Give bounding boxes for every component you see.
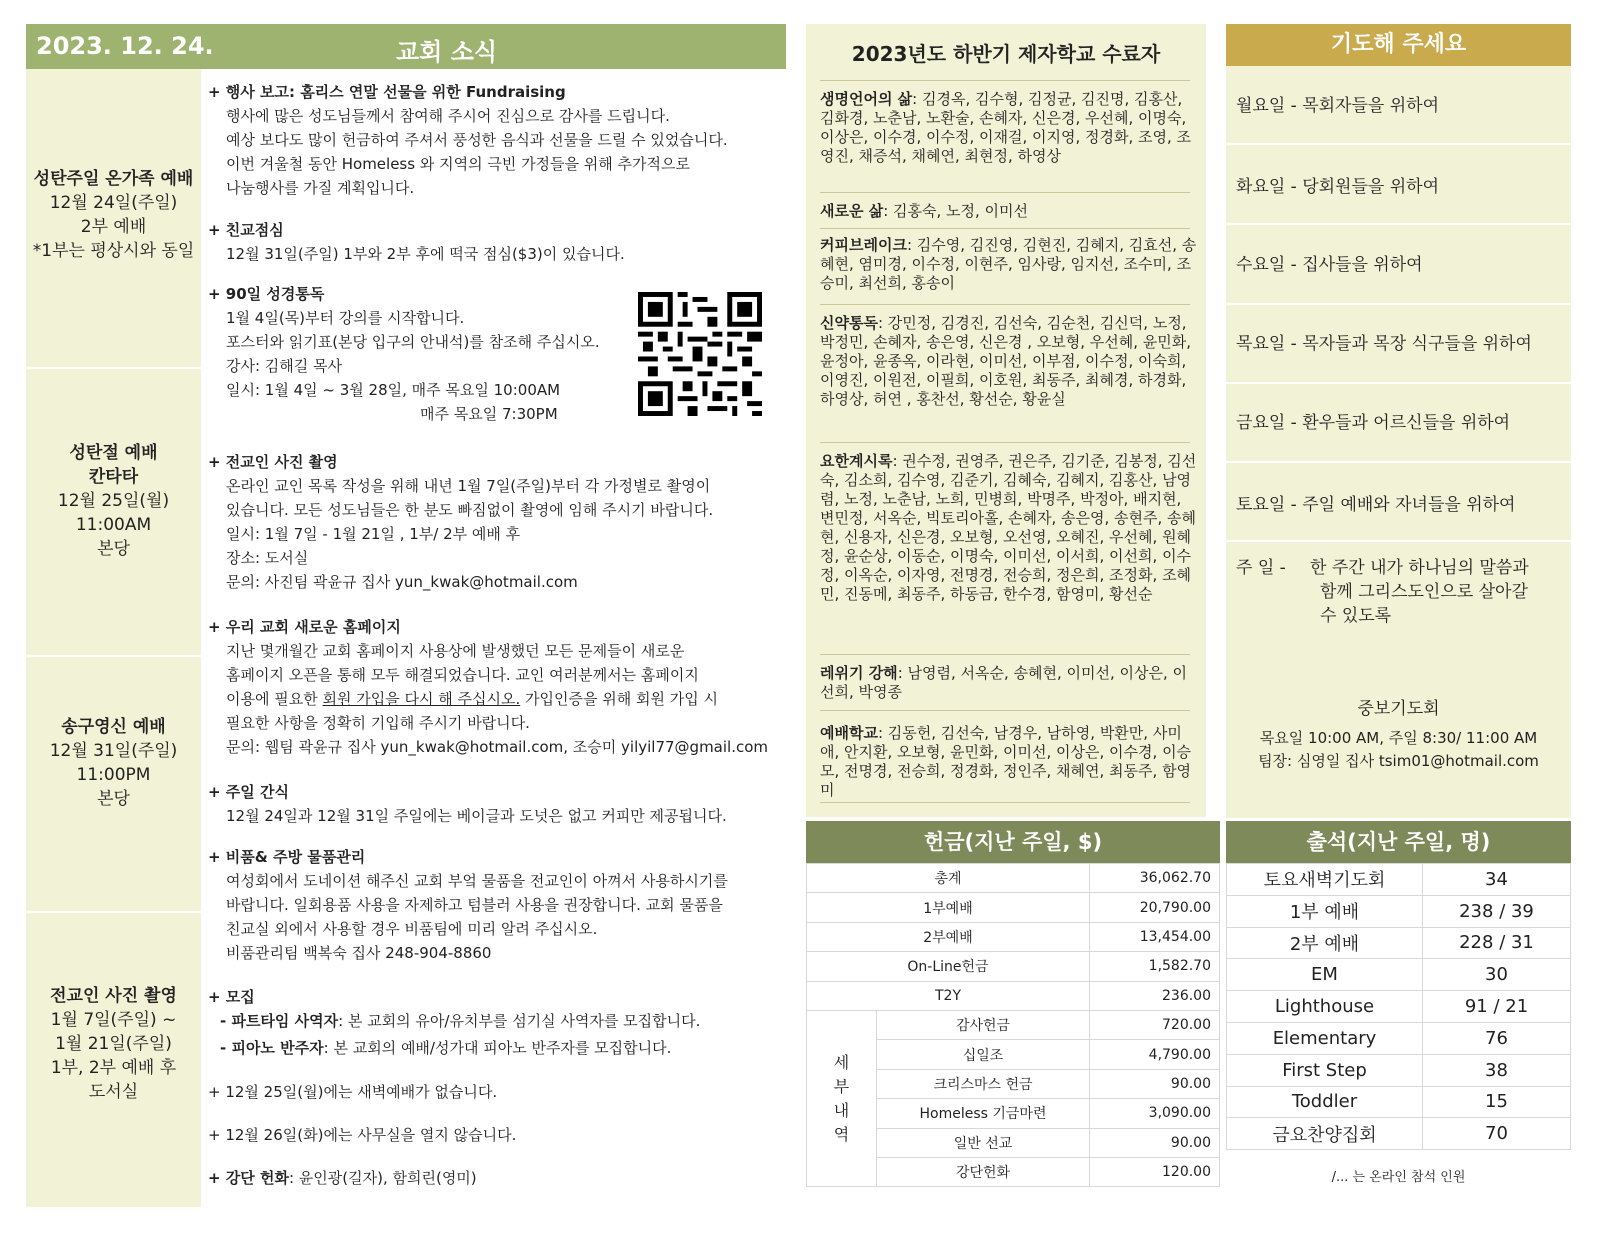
offering-table <box>806 863 1220 1187</box>
news-altar-flowers <box>208 1166 773 1190</box>
news-line: 나눔행사를 가질 계획입니다. <box>226 179 415 197</box>
recruit-label: - 파트타임 사역자 <box>220 1012 339 1030</box>
attendance-value: 228 / 31 <box>1423 927 1571 959</box>
schedule-line: 도서실 <box>88 1082 139 1102</box>
prayer-item-wednesday <box>1226 225 1571 305</box>
schedule-christmas-sunday <box>26 167 201 263</box>
news-line <box>226 687 773 711</box>
news-line: 필요한 사항을 정확히 기입해 주시기 바랍니다. <box>226 714 530 732</box>
graduates-names: : 김홍숙, 노정, 이미선 <box>883 202 1029 220</box>
table-row <box>807 922 1220 951</box>
graduates-names: : 김수영, 김진영, 김현진, 김혜지, 김효선, 송혜현, 염미경, 이수정, 이현주, 임사랑, 임지선, 조수미, 조승미, 최선희, 홍송이 <box>820 236 1197 292</box>
attendance-label: Elementary <box>1227 1022 1423 1054</box>
news-title: + 비품& 주방 물품관리 <box>208 848 366 866</box>
offering-value: 236.00 <box>1090 981 1220 1010</box>
news-line: 12월 24일과 12월 31일 주일에는 베이글과 도넛은 없고 커피만 제공됩니다. <box>226 807 727 825</box>
table-row <box>1227 927 1571 959</box>
prayer-item-tuesday <box>1226 145 1571 225</box>
attendance-value: 70 <box>1423 1118 1571 1150</box>
graduates-names: : 김경옥, 김수형, 김정균, 김진명, 김홍산, 김화경, 노춘남, 노환술, 손혜자, 신은경, 우선혜, 이명숙, 이상은, 이수경, 이수정, 이재걸, 이지영, 정경화, 조영, 조영진, 채증석, 채혜연, 최현정, 하영상 <box>820 90 1192 165</box>
attendance-label: 토요새벽기도회 <box>1227 864 1423 896</box>
news-title: + 전교인 사진 촬영 <box>208 453 338 471</box>
offering-label: T2Y <box>807 981 1090 1010</box>
schedule-title: 칸타타 <box>88 467 139 487</box>
qr-code-icon[interactable] <box>638 292 762 416</box>
schedule-line: *1부는 평상시와 동일 <box>32 241 195 261</box>
prayer-text: 토요일 - 주일 예배와 자녀들을 위하여 <box>1236 495 1516 515</box>
news-line: 장소: 도서실 <box>226 549 309 567</box>
graduates-section <box>820 90 1198 166</box>
news-title: + 주일 간식 <box>208 783 289 801</box>
news-line: + 12월 26일(화)에는 사무실을 열지 않습니다. <box>208 1126 517 1144</box>
prayer-item-sunday <box>1226 542 1571 662</box>
offering-label: 십일조 <box>877 1040 1090 1069</box>
news-text: 가입인증을 위해 회원 가입 시 <box>520 690 718 708</box>
attendance-value: 30 <box>1423 959 1571 991</box>
news-title: + 우리 교회 새로운 홈페이지 <box>208 618 401 636</box>
offering-value: 20,790.00 <box>1090 893 1220 922</box>
news-line: 친교실 외에서 사용할 경우 비품팀에 미리 알려 주십시오. <box>226 920 598 938</box>
divider <box>820 304 1190 305</box>
offering-label: Homeless 기금마련 <box>877 1099 1090 1128</box>
table-row <box>1227 864 1571 896</box>
table-row <box>807 1010 1220 1039</box>
news-line: 문의: 웹팀 곽윤규 집사 yun_kwak@hotmail.com, 조승미 yilyil77@gmail.com <box>226 738 769 756</box>
table-row <box>1227 895 1571 927</box>
news-no-dawn-service <box>208 1080 773 1104</box>
schedule-photo-session <box>26 984 201 1104</box>
news-line: 포스터와 읽기표(본당 입구의 안내석)를 참조해 주십시오. <box>226 333 600 351</box>
table-row <box>807 981 1220 1010</box>
graduates-course: 커피브레이크 <box>820 236 907 254</box>
divider <box>820 80 1190 81</box>
news-title: + 90일 성경통독 <box>208 285 325 303</box>
news-title: + 친교점심 <box>208 221 284 239</box>
graduates-course: 예배학교 <box>820 724 878 742</box>
news-new-homepage <box>208 615 773 759</box>
schedule-divider <box>26 367 201 369</box>
news-kitchen-supplies <box>208 845 773 965</box>
prayer-text: 금요일 - 환우들과 어르신들을 위하여 <box>1236 413 1511 433</box>
graduates-course: 생명언어의 삶 <box>820 90 913 108</box>
news-line: 바랍니다. 일회용품 사용을 자제하고 텀블러 사용을 권장합니다. 교회 물품을 <box>226 896 723 914</box>
graduates-course: 레위기 강해 <box>820 664 898 682</box>
offering-value: 36,062.70 <box>1090 864 1220 893</box>
offering-value: 13,454.00 <box>1090 922 1220 951</box>
news-header-bar <box>26 24 786 69</box>
table-row <box>1227 1086 1571 1118</box>
attendance-label: Lighthouse <box>1227 991 1423 1023</box>
intercession-time: 목요일 10:00 AM, 주일 8:30/ 11:00 AM <box>1259 729 1538 747</box>
schedule-line: 1월 21일(주일) <box>55 1034 172 1054</box>
schedule-line: 본당 <box>97 789 130 809</box>
recruit-label: - 피아노 반주자 <box>220 1039 324 1057</box>
attendance-note: /... 는 온라인 참석 인원 <box>1331 1170 1466 1185</box>
news-title: + 행사 보고: 홈리스 연말 선물을 위한 Fundraising <box>208 83 566 101</box>
prayer-item-monday <box>1226 66 1571 145</box>
news-line: 이번 겨울철 동안 Homeless 와 지역의 극빈 가정들을 위해 추가적으로 <box>226 155 690 173</box>
event-schedule-column <box>26 69 201 1207</box>
divider <box>820 228 1190 229</box>
prayer-text: 함께 그리스도인으로 살아갈 <box>1320 582 1528 602</box>
offering-label: 크리스마스 헌금 <box>877 1069 1090 1098</box>
schedule-divider <box>26 655 201 657</box>
offering-label: 2부예배 <box>807 922 1090 951</box>
prayer-text: 월요일 - 목회자들을 위하여 <box>1236 96 1439 116</box>
news-office-closed <box>208 1123 773 1147</box>
news-line <box>208 1166 773 1190</box>
attendance-value: 38 <box>1423 1054 1571 1086</box>
news-line <box>220 1036 773 1060</box>
news-line: 예상 보다도 많이 헌금하여 주셔서 풍성한 음식과 선물을 드릴 수 있었습니다. <box>226 131 728 149</box>
news-line: 온라인 교인 목록 작성을 위해 내년 1월 7일(주일)부터 각 가정별로 촬영이 <box>226 477 711 495</box>
schedule-line: 11:00PM <box>76 765 151 785</box>
graduates-section <box>820 724 1198 800</box>
news-line: 매주 목요일 7:30PM <box>420 405 558 423</box>
news-line: 여성회에서 도네이션 해주신 교회 부엌 물품을 전교인이 아껴서 사용하시기를 <box>226 872 728 890</box>
offering-label: 1부예배 <box>807 893 1090 922</box>
graduates-course: 신약통독 <box>820 314 878 332</box>
schedule-line: 12월 25일(월) <box>57 491 170 511</box>
offering-label: 총계 <box>807 864 1090 893</box>
attendance-label: 금요찬양집회 <box>1227 1118 1423 1150</box>
graduates-course: 새로운 삶 <box>820 202 884 220</box>
divider <box>820 442 1190 443</box>
schedule-new-year-eve <box>26 715 201 811</box>
graduates-course: 요한계시록 <box>820 452 893 470</box>
offering-label: 강단헌화 <box>877 1157 1090 1186</box>
news-section-title: 교회 소식 <box>396 38 498 66</box>
prayer-item-thursday <box>1226 305 1571 384</box>
offering-details-label <box>807 1010 877 1186</box>
graduates-section <box>820 314 1198 409</box>
offering-label: 일반 선교 <box>877 1128 1090 1157</box>
news-fundraising <box>208 80 773 200</box>
offering-value: 90.00 <box>1090 1128 1220 1157</box>
offering-header: 헌금(지난 주일, $) <box>806 821 1220 863</box>
offering-value: 3,090.00 <box>1090 1099 1220 1128</box>
news-line: 행사에 많은 성도님들께서 참여해 주시어 진심으로 감사를 드립니다. <box>226 107 670 125</box>
attendance-label: Toddler <box>1227 1086 1423 1118</box>
news-line: + 12월 25일(월)에는 새벽예배가 없습니다. <box>208 1083 498 1101</box>
news-line: 문의: 사진팀 곽윤규 집사 yun_kwak@hotmail.com <box>226 573 578 591</box>
graduates-section <box>820 664 1198 702</box>
schedule-line: 11:00AM <box>75 515 152 535</box>
table-row <box>1227 959 1571 991</box>
signup-highlight: 회원 가입을 다시 해 주십시오. <box>322 690 521 708</box>
prayer-text: 수요일 - 집사들을 위하여 <box>1236 255 1423 275</box>
divider <box>820 192 1190 193</box>
offering-value: 720.00 <box>1090 1010 1220 1039</box>
news-line: 강사: 김해길 목사 <box>226 357 343 375</box>
table-row <box>1227 991 1571 1023</box>
flowers-text: : 윤인광(길자), 함희린(영미) <box>288 1169 477 1187</box>
offering-label: On-Line헌금 <box>807 952 1090 981</box>
attendance-value: 34 <box>1423 864 1571 896</box>
schedule-line: 본당 <box>97 539 130 559</box>
schedule-line: 12월 24일(주일) <box>49 193 178 213</box>
graduates-section <box>820 452 1198 604</box>
news-line: 있습니다. 모든 성도님들은 한 분도 빠짐없이 촬영에 임해 주시기 바랍니다. <box>226 501 714 519</box>
detail-char: 내 <box>833 1100 850 1120</box>
table-row <box>807 864 1220 893</box>
detail-char: 부 <box>833 1076 850 1096</box>
offering-value: 4,790.00 <box>1090 1040 1220 1069</box>
attendance-label: First Step <box>1227 1054 1423 1086</box>
recruit-text: : 본 교회의 유아/유치부를 섬기실 사역자를 모집합니다. <box>338 1012 701 1030</box>
offering-value: 90.00 <box>1090 1069 1220 1098</box>
schedule-title: 성탄주일 온가족 예배 <box>33 169 194 189</box>
bulletin-date: 2023. 12. 24. <box>36 32 214 60</box>
news-line: 일시: 1월 4일 ~ 3월 28일, 매주 목요일 10:00AM <box>226 381 561 399</box>
prayer-header: 기도해 주세요 <box>1226 24 1571 66</box>
attendance-table <box>1226 863 1571 1150</box>
table-row <box>1227 1054 1571 1086</box>
news-fellowship-lunch <box>208 218 773 266</box>
divider <box>820 654 1190 655</box>
news-bible-reading <box>208 282 773 426</box>
recruit-text: : 본 교회의 예배/성가대 피아노 반주자를 모집합니다. <box>323 1039 672 1057</box>
news-line: 비품관리팀 백복숙 집사 248-904-8860 <box>226 944 492 962</box>
table-row <box>1227 1118 1571 1150</box>
graduates-section <box>820 202 1198 221</box>
offering-label: 감사헌금 <box>877 1010 1090 1039</box>
news-line: 일시: 1월 7일 - 1월 21일 , 1부/ 2부 예배 후 <box>226 525 521 543</box>
prayer-text: 목요일 - 목자들과 목장 식구들을 위하여 <box>1236 334 1532 354</box>
table-row <box>807 952 1220 981</box>
prayer-text: 수 있도록 <box>1320 606 1392 626</box>
news-line: 12월 31일(주일) 1부와 2부 후에 떡국 점심($3)이 있습니다. <box>226 245 625 263</box>
attendance-label: 2부 예배 <box>1227 927 1423 959</box>
attendance-label: 1부 예배 <box>1227 895 1423 927</box>
news-photo-session <box>208 450 773 594</box>
graduates-section <box>820 236 1198 293</box>
news-line: 지난 몇개월간 교회 홈페이지 사용상에 발생했던 모든 문제들이 새로운 <box>226 642 685 660</box>
news-recruitment <box>208 985 773 1060</box>
intercession-title: 중보기도회 <box>1357 699 1440 719</box>
detail-char: 역 <box>833 1124 850 1144</box>
attendance-value: 238 / 39 <box>1423 895 1571 927</box>
news-sunday-snack <box>208 780 773 828</box>
schedule-line: 1월 7일(주일) ~ <box>50 1010 177 1030</box>
intercession-leader: 팀장: 심영일 집사 tsim01@hotmail.com <box>1258 752 1539 770</box>
offering-value: 120.00 <box>1090 1157 1220 1186</box>
graduates-names: : 권수정, 권영주, 권은주, 김기준, 김봉정, 김선숙, 김소희, 김수영, 김준기, 김혜숙, 김혜지, 김홍산, 남영렴, 노정, 노춘남, 노희, 민병희, 박명주, 박정아, 배지현, 변민정, 서옥순, 빅토리아홀, 손혜자, 송은영, 송현주, 송혜현, 신용자, 신은경, 오보형, 오선영, 오혜진, 우선혜, 원혜정, 윤순상, 이동순, 이명숙, 이미선, 이서희, 이선희, 이수정, 이옥순, 이자영, 전명경, 전승희, 정은희, 조정화, 조혜민, 진동메, 최동주, 하동금, 한수경, 함영미, 황선순 <box>820 452 1197 603</box>
table-row <box>1227 1022 1571 1054</box>
divider <box>820 802 1190 803</box>
prayer-item-friday <box>1226 384 1571 463</box>
schedule-title: 성탄절 예배 <box>69 443 158 463</box>
detail-char: 세 <box>833 1052 850 1072</box>
schedule-divider <box>26 911 201 913</box>
graduates-names: : 강민정, 김경진, 김선숙, 김순천, 김신덕, 노정, 박정민, 손혜자, 송은영, 신은경 , 오보형, 우선혜, 윤민화, 윤정아, 윤종옥, 이라현, 이미선, 이부점, 이수정, 이숙희, 이영진, 이원전, 이필희, 이호원, 최동주, 최혜경, 하경화, 하영상, 허연 , 홍찬선, 황선순, 황윤실 <box>820 314 1192 408</box>
attendance-value: 91 / 21 <box>1423 991 1571 1023</box>
news-text: 이용에 필요한 <box>226 690 323 708</box>
intercession-meeting <box>1226 698 1571 773</box>
news-title: + 모집 <box>208 988 255 1006</box>
schedule-line: 2부 예배 <box>80 217 147 237</box>
attendance-value: 76 <box>1423 1022 1571 1054</box>
schedule-christmas-cantata <box>26 441 201 561</box>
news-line: 1월 4일(목)부터 강의를 시작합니다. <box>226 309 465 327</box>
discipleship-graduates <box>806 24 1206 817</box>
attendance-header: 출석(지난 주일, 명) <box>1226 821 1571 863</box>
prayer-text: 화요일 - 당회원들을 위하여 <box>1236 177 1439 197</box>
prayer-text: 한 주간 내가 하나님의 말씀과 <box>1310 558 1529 578</box>
schedule-title: 송구영신 예배 <box>61 717 166 737</box>
schedule-line: 12월 31일(주일) <box>49 741 178 761</box>
news-line: 홈페이지 오픈을 통해 모두 해결되었습니다. 교인 여러분께서는 홈페이지 <box>226 666 699 684</box>
prayer-item-saturday <box>1226 463 1571 542</box>
prayer-requests <box>1226 66 1571 818</box>
attendance-label: EM <box>1227 959 1423 991</box>
schedule-line: 1부, 2부 예배 후 <box>50 1058 177 1078</box>
graduates-names: : 김동헌, 김선숙, 남경우, 남하영, 박환만, 사미애, 안지환, 오보형, 윤민화, 이미선, 이상은, 이수경, 이승모, 전명경, 전승희, 정경화, 정인주, 채혜연, 최동주, 함영미 <box>820 724 1192 799</box>
prayer-sunday-label: 주 일 - <box>1236 558 1286 578</box>
divider <box>820 710 1190 711</box>
schedule-title: 전교인 사진 촬영 <box>50 986 177 1006</box>
table-row <box>807 893 1220 922</box>
graduates-title: 2023년도 하반기 제자학교 수료자 <box>851 42 1161 66</box>
news-line <box>220 1009 773 1033</box>
flowers-label: + 강단 헌화 <box>208 1169 289 1187</box>
graduates-names: : 남영렴, 서옥순, 송혜현, 이미선, 이상은, 이선희, 박영종 <box>820 664 1188 701</box>
offering-value: 1,582.70 <box>1090 952 1220 981</box>
attendance-value: 15 <box>1423 1086 1571 1118</box>
